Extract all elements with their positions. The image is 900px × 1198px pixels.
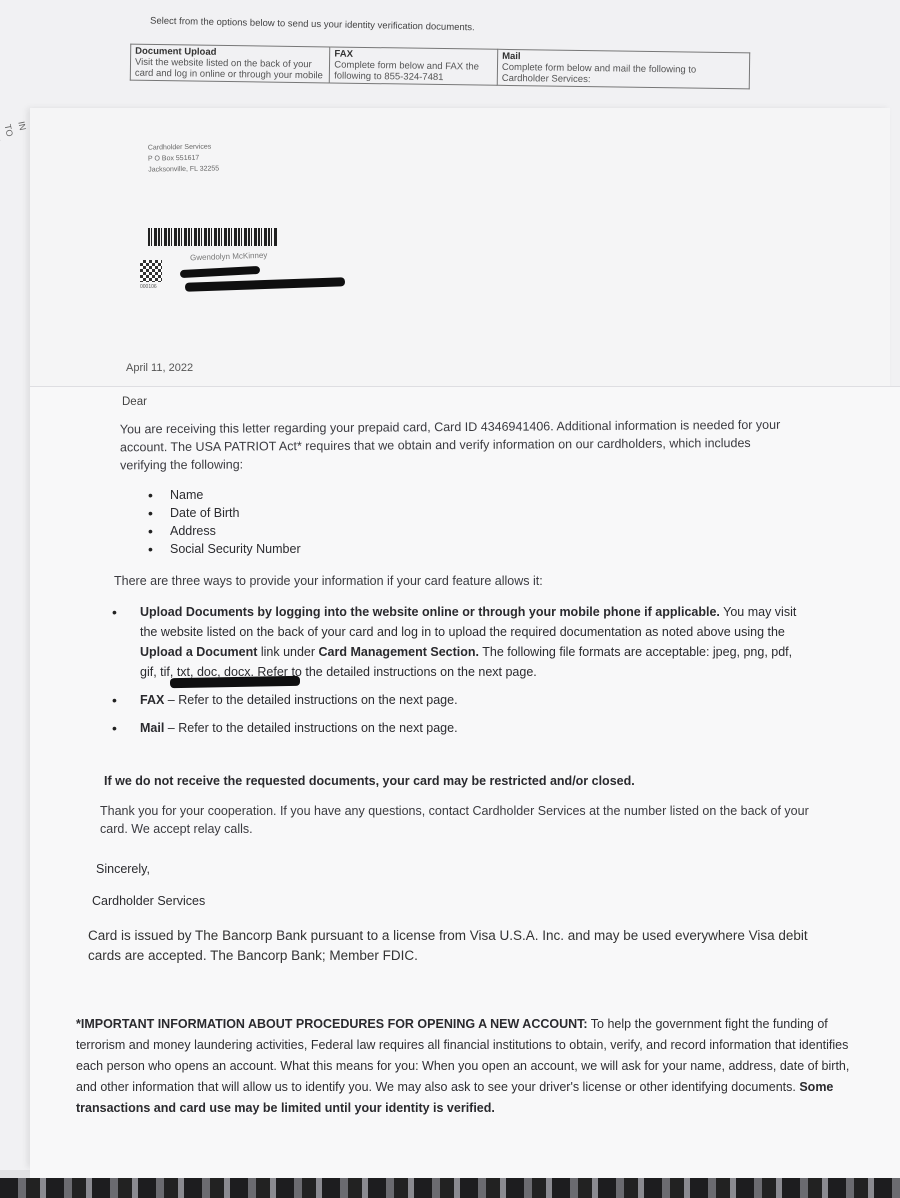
important-information: *IMPORTANT INFORMATION ABOUT PROCEDURES FOR OPENING A NEW ACCOUNT: To help the government fight the funding of terrorism and money laundering activities, Federal law requires all financial institutions to obtain, verify, and record information that identifies each person who opens an account. What this means for you: When you open an account, we will ask for your name, address, date of birth, and other information that will allow us to identify you. We may also ask to see your driver's license or other identifying documents. Some transactions and card use may be limited until your identity is verified. [76,1017,850,1115]
salutation: Dear [122,396,147,408]
restriction-warning: If we do not receive the requested documents, your card may be restricted and/or closed. [104,774,635,788]
submission-methods-list [110,602,810,746]
closing: Sincerely, [96,862,150,876]
table-surface [0,1178,900,1198]
list-item: • Address [148,522,301,540]
postal-barcode [148,228,278,246]
list-item: • Social Security Number [148,540,301,558]
options-intro: Select from the options below to send us your identity verification documents. [149,15,475,34]
method-mail: • Mail – Refer to the detailed instructions on the next page. [110,718,810,738]
options-table [130,44,750,90]
required-items-list [148,486,301,558]
option-upload: Document Upload Visit the website listed on the back of your card and log in online or through your mobile [130,44,330,83]
signature: Cardholder Services [92,894,206,908]
list-item: • Name [148,486,301,504]
ways-intro: There are three ways to provide your information if your card feature allows it: [114,574,543,588]
recipient-name: Gwendolyn McKinney [189,250,268,263]
visa-notice: Card is issued by The Bancorp Bank pursuant to a license from Visa U.S.A. Inc. and may be used everywhere Visa debit cards are accepted. The Bancorp Bank; Member FDIC. [88,928,808,963]
method-fax: • FAX – Refer to the detailed instructions on the next page. [110,690,810,710]
upload-document-link-text: Upload a Document [140,645,258,659]
letter-date: April 11, 2022 [126,362,194,374]
mail-code: 000106 [140,284,157,290]
return-address: Cardholder Services P O Box 551617 Jacksonville, FL 32255 [147,143,220,174]
list-item: • Date of Birth [148,504,301,522]
option-mail: Mail Complete form below and mail the following to Cardholder Services: [497,49,750,89]
verification-options-section [130,15,770,86]
thanks-paragraph: Thank you for your cooperation. If you have any questions, contact Cardholder Services at the number listed on the back of your card. We accept relay calls. [100,804,809,836]
qr-code-icon [140,260,162,282]
redaction-bar [185,277,345,292]
method-upload: • Upload Documents by logging into the website online or through your mobile phone if applicable. You may visit the website listed on the back of your card and log in to upload the required documentation as noted above using the Upload a Document link under Card Management Section. The following file formats are acceptable: jpeg, png, pdf, gif, tif, txt, doc, docx. Refer to the detailed instructions on the next page. [110,602,810,682]
underlying-page-marks: IN TO [2,120,28,138]
redaction-bar [180,266,260,278]
intro-paragraph: You are receiving this letter regarding your prepaid card, Card ID 4346941406. Additional information is needed for your account. The USA PATRIOT Act* requires that we obtain and verify information on our cardholders, which includes verifying the following: [119,417,781,473]
option-fax: FAX Complete form below and FAX the following to 855-324-7481 [330,47,498,85]
